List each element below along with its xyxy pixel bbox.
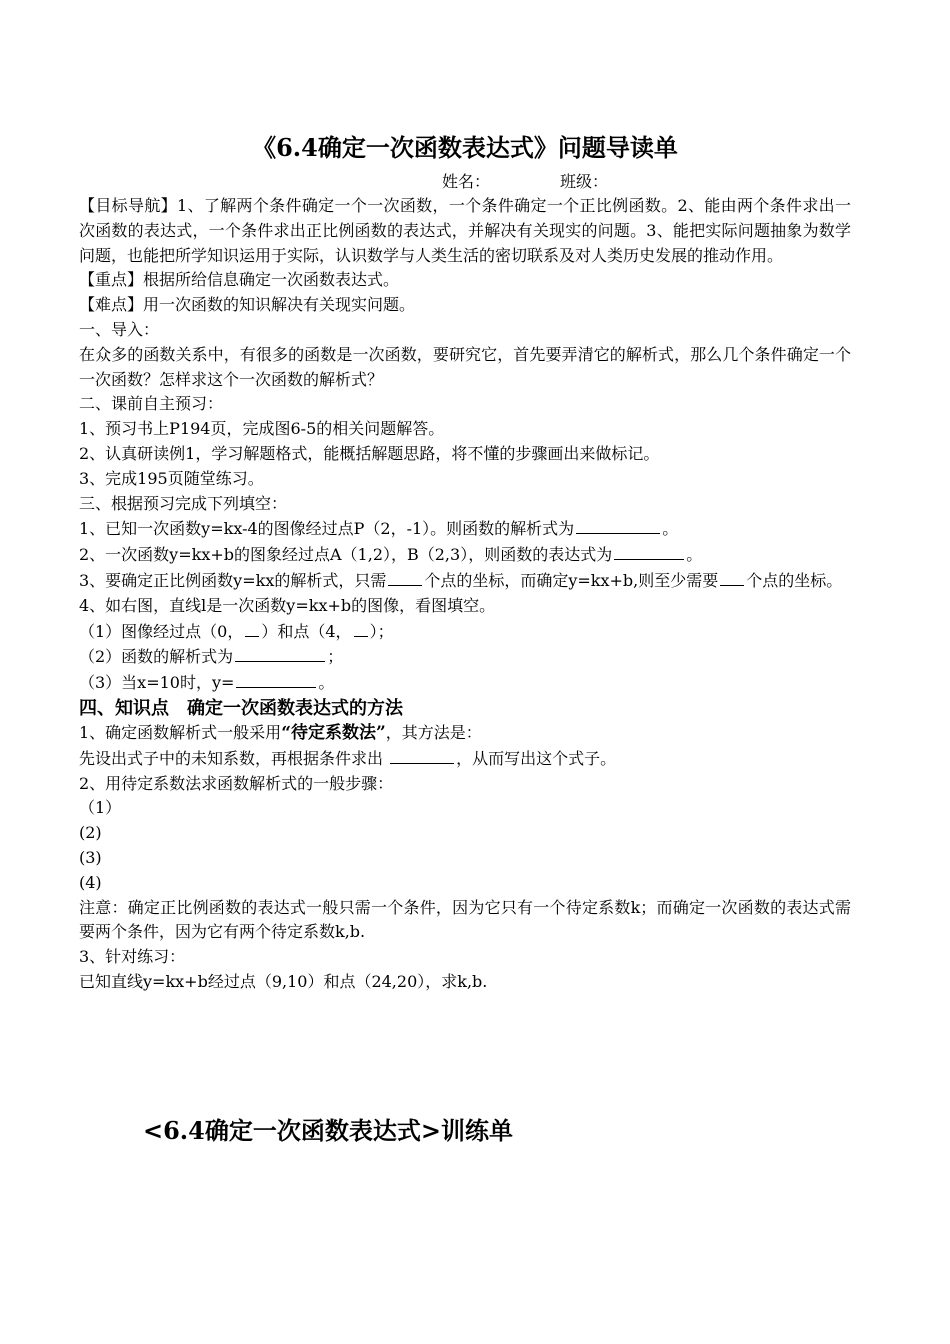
question-2: 2、一次函数y=kx+b的图象经过点A（1,2），B（2,3），则函数的表达式为 。 (79, 542, 851, 568)
key-point: 【重点】根据所给信息确定一次函数表达式。 (79, 270, 400, 290)
section-2-heading: 二、课前自主预习： (79, 394, 224, 414)
method-name: “待定系数法” (281, 722, 386, 743)
question-4-part-3: （3）当x=10时，y= 。 (79, 670, 851, 696)
class-label: 班级： (560, 172, 609, 191)
goals-paragraph: 【目标导航】1、了解两个条件确定一个一次函数，一个条件确定一个正比例函数。2、能由两个条件求出一次函数的表达式，一个条件求出正比例函数的表达式，并解决有关现实的问题。3、能把实际问题抽象为数学问题，也能把所学知识运用于实际，认识数学与人类生活的密切联系及对人类历史发展的推动作用。 (79, 196, 851, 265)
document-content (79, 130, 851, 1149)
name-class-row (199, 170, 851, 194)
section-3-heading: 三、根据预习完成下列填空： (79, 493, 288, 513)
section-1-text: 在众多的函数关系中，有很多的函数是一次函数，要研究它，首先要弄清它的解析式，那么几个条件确定一个一次函数？怎样求这个一次函数的解析式？ (79, 344, 851, 389)
exercise: 已知直线y=kx+b经过点（9,10）和点（24,20），求k,b. (79, 971, 488, 991)
answer-blank[interactable] (236, 670, 316, 688)
preview-item: 1、预习书上P194页，完成图6-5的相关问题解答。 (79, 419, 445, 439)
knowledge-1-line-2: 先设出式子中的未知系数，再根据条件求出 ，从而写出这个式子。 (79, 746, 851, 772)
answer-blank[interactable] (245, 619, 259, 637)
question-4-part-1: （1）图像经过点（0， ）和点（4， ）； (79, 619, 851, 645)
preview-item: 2、认真研读例1，学习解题格式，能概括解题思路，将不懂的步骤画出来做标记。 (79, 443, 660, 463)
knowledge-3: 3、针对练习： (79, 947, 186, 967)
section-4-heading: 四、知识点 确定一次函数表达式的方法 (79, 697, 403, 719)
answer-blank[interactable] (354, 619, 368, 637)
knowledge-1: 1、确定函数解析式一般采用“待定系数法”，其方法是： (79, 722, 482, 743)
answer-blank[interactable] (614, 542, 684, 560)
page-title: 《6.4确定一次函数表达式》问题导读单 (252, 133, 678, 162)
note-paragraph: 注意：确定正比例函数的表达式一般只需一个条件，因为它只有一个待定系数k；而确定一次函数的表达式需要两个条件，因为它有两个待定系数k,b. (79, 897, 851, 942)
question-3: 3、要确定正比例函数y=kx的解析式，只需 个点的坐标，而确定y=kx+b,则至少需要 个点的坐标。 (79, 568, 851, 594)
question-1: 1、已知一次函数y=kx-4的图像经过点P（2，-1）。则函数的解析式为 。 (79, 516, 851, 542)
knowledge-2: 2、用待定系数法求函数解析式的一般步骤： (79, 773, 394, 793)
difficulty-point: 【难点】用一次函数的知识解决有关现实问题。 (79, 295, 416, 315)
answer-blank[interactable] (388, 568, 422, 586)
section-1-heading: 一、导入： (79, 319, 160, 339)
training-title: <6.4确定一次函数表达式>训练单 (143, 1115, 513, 1145)
question-4-part-2: （2）函数的解析式为 ； (79, 644, 851, 670)
answer-blank[interactable] (720, 568, 744, 586)
step-item: (2) (79, 823, 102, 843)
step-item: （1） (79, 798, 122, 818)
answer-blank[interactable] (576, 516, 660, 534)
answer-blank[interactable] (235, 644, 325, 662)
answer-blank[interactable] (390, 746, 454, 764)
step-item: (4) (79, 872, 102, 892)
question-4: 4、如右图，直线l是一次函数y=kx+b的图像，看图填空。 (79, 595, 496, 615)
step-item: (3) (79, 847, 102, 867)
name-label: 姓名： (441, 172, 490, 191)
preview-item: 3、完成195页随堂练习。 (79, 468, 264, 488)
